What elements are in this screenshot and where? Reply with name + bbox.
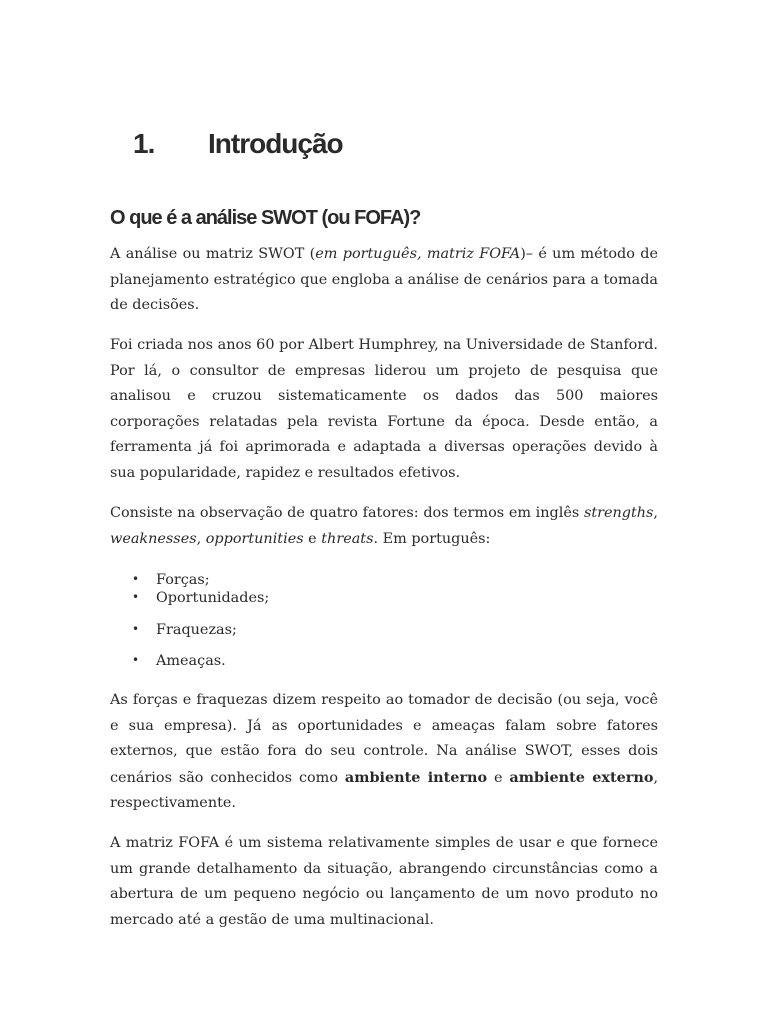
bold-run: ambiente externo: [509, 768, 654, 786]
section-number: 1.: [133, 128, 155, 159]
italic-run: opportunities: [205, 530, 304, 547]
text-run: Consiste na observação de quatro fatores: dos termos em inglês: [110, 505, 584, 521]
paragraph-factors: [110, 501, 658, 552]
text-run: . Em português:: [373, 530, 491, 547]
list-item-text: Forças;: [156, 572, 210, 588]
text-run: As forças e fraquezas dizem respeito ao tomador de decisão (ou seja, você e sua empresa). Já as oportunidades e ameaças falam sobre fatores externos, que estão fora do seu controle. Na análise SWOT, esses dois cenários são conhecidos como: [110, 692, 658, 786]
italic-run: weaknesses: [110, 530, 197, 547]
section-title: Introdução: [208, 128, 343, 159]
bullet-icon: •: [132, 590, 140, 604]
section-heading: [133, 128, 343, 160]
paragraph-usage: A matriz FOFA é um sistema relativamente simples de usar e que fornece um grande detalhamento da situação, abrangendo circunstâncias como a abertura de um pequeno negócio ou lançamento de um novo produto no mercado até a gestão de uma multinacional.: [110, 835, 658, 928]
subsection-heading: O que é a análise SWOT (ou FOFA)?: [110, 207, 421, 229]
text-run: ,: [653, 505, 658, 521]
paragraph-history: Foi criada nos anos 60 por Albert Humphrey, na Universidade de Stanford. Por lá, o consultor de empresas liderou um projeto de pesquisa que analisou e cruzou sistematicamente os dados das 500 maiores corporações relatadas pela revista Fortune da época. Desde então, a ferramenta já foi aprimorada e adaptada a diversas operações devido à sua popularidade, rapidez e resultados efetivos.: [110, 337, 658, 481]
text-run: A análise ou matriz SWOT (: [110, 246, 316, 262]
paragraph-intro: [110, 242, 658, 319]
italic-run: strengths: [583, 505, 654, 521]
bullet-icon: •: [132, 622, 140, 636]
text-run: e: [303, 530, 322, 547]
list-item-text: Ameaças.: [156, 653, 226, 669]
paragraph-environments: [110, 688, 658, 817]
bold-run: ambiente interno: [344, 768, 488, 786]
text-run: ,: [196, 530, 206, 547]
italic-run: em português, matriz FOFA: [315, 246, 521, 262]
bullet-icon: •: [132, 572, 140, 586]
text-run: )– é um método de planejamento estratégico que engloba a análise de cenários para a tomada de decisões.: [110, 246, 658, 314]
text-run: e: [487, 769, 510, 786]
bullet-icon: •: [132, 653, 140, 667]
italic-run: threats: [321, 530, 374, 547]
list-item-text: Oportunidades;: [156, 590, 270, 606]
text-run: , respectivamente.: [110, 769, 659, 812]
list-item-text: Fraquezas;: [156, 622, 237, 638]
